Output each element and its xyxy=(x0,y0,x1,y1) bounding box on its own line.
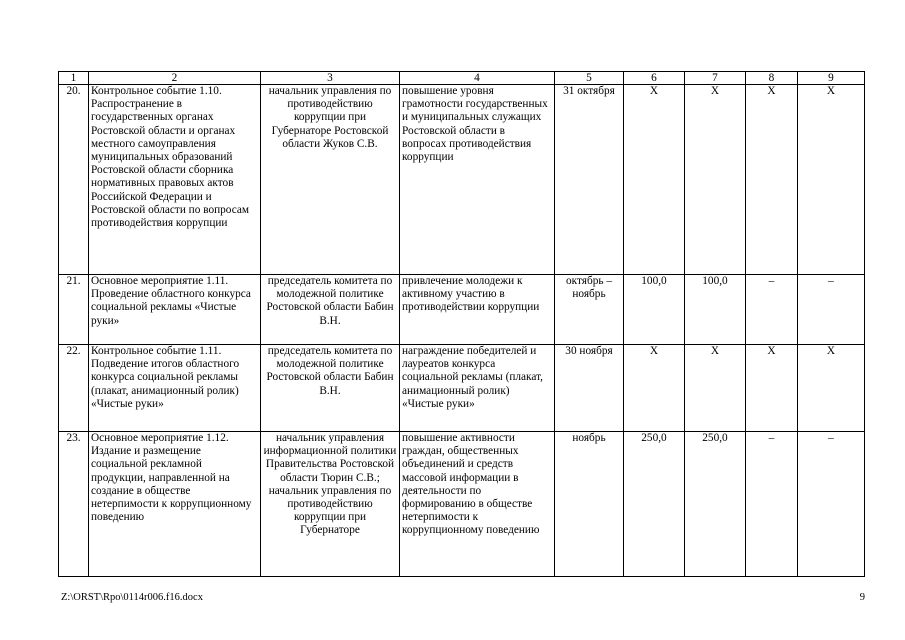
event-cell: Основное мероприятие 1.11. Проведение областного конкурса социальной рекламы «Чистые руки» xyxy=(89,275,261,345)
col6-cell: Х xyxy=(624,85,685,275)
table-row xyxy=(59,85,865,275)
col7-cell: Х xyxy=(685,345,746,432)
row-number: 21. xyxy=(59,275,89,345)
col-header-8: 8 xyxy=(746,72,798,85)
event-cell: Основное мероприятие 1.12. Издание и размещение социальной рекламной продукции, направленной на создание в обществе нетерпимости к коррупционному поведению xyxy=(89,432,261,577)
col8-cell: Х xyxy=(746,85,798,275)
col7-cell: 100,0 xyxy=(685,275,746,345)
col8-cell: Х xyxy=(746,345,798,432)
footer-file-path: Z:\ORST\Rpo\0114r006.f16.docx xyxy=(61,592,203,603)
col9-cell: – xyxy=(798,432,865,577)
col9-cell: Х xyxy=(798,345,865,432)
responsible-cell: председатель комитета по молодежной политике Ростовской области Бабин В.Н. xyxy=(261,275,400,345)
col8-cell: – xyxy=(746,432,798,577)
row-number: 22. xyxy=(59,345,89,432)
event-cell: Контрольное событие 1.10. Распространение в государственных органах Ростовской области и органах местного самоуправления муниципальных образований Ростовской области сборника нормативных правовых актов Российской Федерации и Ростовской области по вопросам противодействия коррупции xyxy=(89,85,261,275)
responsible-cell: начальник управления по противодействию коррупции при Губернаторе Ростовской области Жуков С.В. xyxy=(261,85,400,275)
header-row xyxy=(59,72,865,85)
result-cell: повышение уровня грамотности государственных и муниципальных служащих Ростовской области в вопросах противодействия коррупции xyxy=(400,85,555,275)
col6-cell: 250,0 xyxy=(624,432,685,577)
table-row xyxy=(59,432,865,577)
result-cell: повышение активности граждан, общественных объединений и средств массовой информации в деятельности по формированию в обществе нетерпимости к коррупционному поведению xyxy=(400,432,555,577)
col-header-4: 4 xyxy=(400,72,555,85)
table-row xyxy=(59,345,865,432)
row-number: 20. xyxy=(59,85,89,275)
row-number: 23. xyxy=(59,432,89,577)
table-row xyxy=(59,275,865,345)
event-cell: Контрольное событие 1.11. Подведение итогов областного конкурса социальной рекламы (плакат, анимационный ролик) «Чистые руки» xyxy=(89,345,261,432)
page-number: 9 xyxy=(859,592,865,603)
col6-cell: Х xyxy=(624,345,685,432)
col6-cell: 100,0 xyxy=(624,275,685,345)
col-header-1: 1 xyxy=(59,72,89,85)
responsible-cell: председатель комитета по молодежной политике Ростовской области Бабин В.Н. xyxy=(261,345,400,432)
program-table xyxy=(58,71,865,577)
col-header-6: 6 xyxy=(624,72,685,85)
responsible-cell: начальник управления информационной политики Правительства Ростовской области Тюрин С.В.; начальник управления по противодействию коррупции при Губернаторе xyxy=(261,432,400,577)
col-header-2: 2 xyxy=(89,72,261,85)
col9-cell: Х xyxy=(798,85,865,275)
col-header-7: 7 xyxy=(685,72,746,85)
term-cell: октябрь – ноябрь xyxy=(555,275,624,345)
result-cell: награждение победителей и лауреатов конкурса социальной рекламы (плакат, анимационный ролик) «Чистые руки» xyxy=(400,345,555,432)
col-header-3: 3 xyxy=(261,72,400,85)
col-header-9: 9 xyxy=(798,72,865,85)
term-cell: 31 октября xyxy=(555,85,624,275)
col-header-5: 5 xyxy=(555,72,624,85)
col9-cell: – xyxy=(798,275,865,345)
term-cell: ноябрь xyxy=(555,432,624,577)
term-cell: 30 ноября xyxy=(555,345,624,432)
result-cell: привлечение молодежи к активному участию в противодействии коррупции xyxy=(400,275,555,345)
col7-cell: Х xyxy=(685,85,746,275)
col7-cell: 250,0 xyxy=(685,432,746,577)
col8-cell: – xyxy=(746,275,798,345)
